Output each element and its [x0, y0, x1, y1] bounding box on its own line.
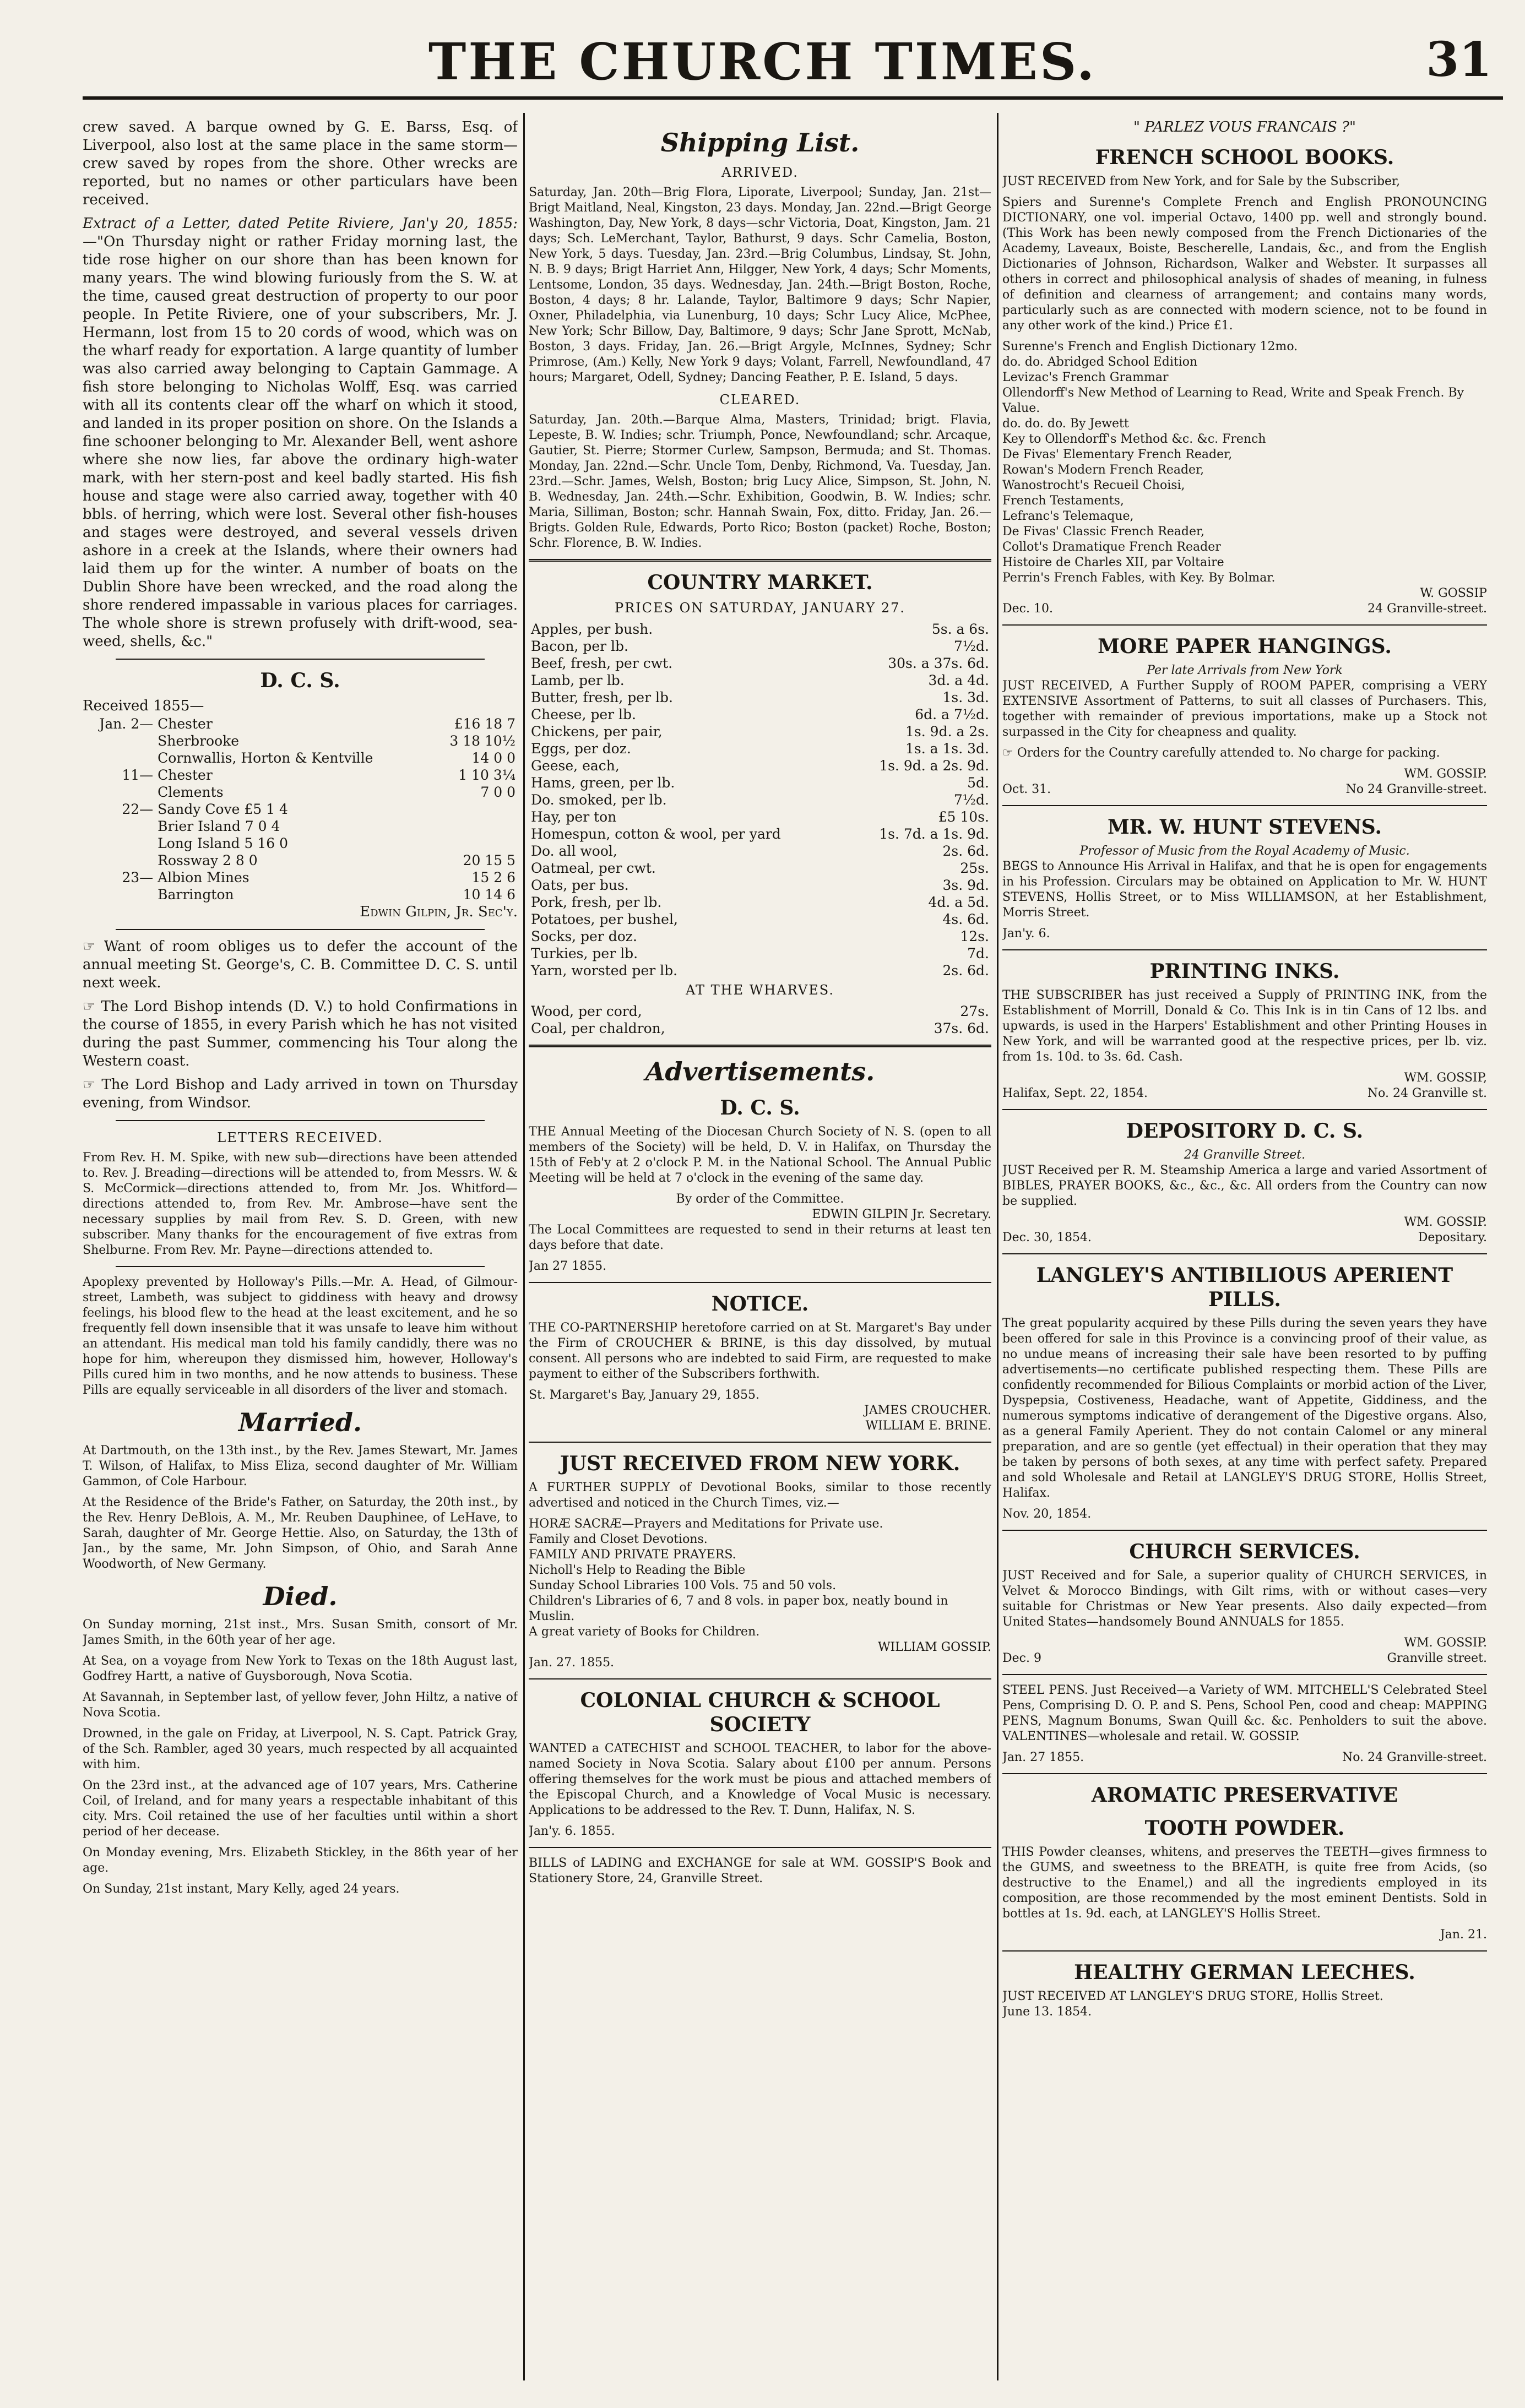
french-book-item: De Fivas' Elementary French Reader,: [1002, 448, 1233, 461]
column-divider: [997, 113, 998, 2380]
paper-signature: WM. GOSSIP.: [1404, 767, 1487, 781]
dcs-order: By order of the Committee.: [676, 1192, 844, 1206]
hunt-stevens-heading: MR. W. HUNT STEVENS.: [1107, 816, 1382, 839]
price-row: [529, 808, 991, 825]
receipt-row: [83, 767, 518, 784]
price-item: Beef, fresh, per cwt.: [531, 655, 673, 671]
advertisements-heading: Advertisements.: [645, 1057, 875, 1086]
price-value: 5s. a 6s.: [931, 621, 989, 637]
divider: [529, 1442, 991, 1443]
market-subheading: PRICES ON SATURDAY, JANUARY 27.: [614, 600, 906, 616]
catechist-wanted-text: WANTED a CATECHIST and SCHOOL TEACHER, to labor for the above-named Society in Nova Scotia. Salary about £100 per annum. Persons offering themselves for the work must be pious and attached members of the Episcopal Church, and a Knowledge of Vocal Music is necessary. Applications to be addressed to the Rev. T. Dunn, Halifax, N. S.: [529, 1742, 991, 1817]
inks-footer: [1002, 1086, 1487, 1101]
receipt-amount: 3 18 10½: [449, 733, 515, 749]
receipt-date: 11—: [122, 767, 154, 783]
notice-signature: JAMES CROUCHER.: [864, 1404, 991, 1417]
price-row: [529, 638, 991, 655]
receipt-date: [83, 886, 155, 903]
price-row: [529, 860, 991, 877]
french-books-heading: FRENCH SCHOOL BOOKS.: [1095, 146, 1394, 169]
book-list-item: Family and Closet Devotions.: [529, 1532, 708, 1546]
langley-pills-heading: LANGLEY'S ANTIBILIOUS APERIENT PILLS.: [1036, 1264, 1453, 1311]
price-row: [529, 962, 991, 979]
dcs-local-committees: The Local Committees are requested to send in their returns at least ten days before that date.: [529, 1223, 991, 1252]
receipt-parish: Brier Island 7 0 4: [158, 818, 280, 834]
steel-pens-address: No. 24 Granville-street.: [1342, 1751, 1487, 1764]
arrived-list: Saturday, Jan. 20th—Brig Flora, Liporate, Liverpool; Sunday, Jan. 21st—Brigt Maitland, Neal, Kingston, 23 days. Monday, Jan. 22nd.—Brigt George Washington, Day, New York, 8 days—schr Victoria, Doat, Kingston, Jam. 21 days; Sch. LeMerchant, Taylor, Bathurst, 9 days. Schr Camelia, Boston, New York, 5 days. Tuesday, Jan. 23rd.—Brig Columbus, Lindsay, St. John, N. B. 9 days; Brigt Harriet Ann, Hilgger, New York, 4 days; Schr Moments, Lentsome, London, 35 days. Wednesday, Jan. 24th.—Brigt Boston, Roche, Boston, 4 days; 8 hr. Lalande, Taylor, Baltimore 9 days; Schr Napier, Oxner, Philadelphia, via Lunenburg, 10 days; Schr Lucy Alice, McPhee, New York; Schr Billow, Day, Baltimore, 9 days; Schr Jane Sprott, McNab, Boston, 3 days. Friday, Jan. 26.—Brigt Argyle, McInnes, Sydney; Schr Primrose, (Am.) Kelly, New York 9 days; Volant, Farrell, Newfoundland, 47 hours; Margaret, Odell, Sydney; Dancing Feather, P. E. Island, 5 days.: [529, 186, 991, 384]
notice-confirmations: ☞ The Lord Bishop intends (D. V.) to hold Confirmations in the course of 1855, in every Parish which he has not visited during the past Summer, commencing his Tour along the Western coast.: [83, 998, 518, 1070]
death-notice: At Sea, on a voyage from New York to Texas on the 18th August last, Godfrey Hartt, a native of Guysborough, Nova Scotia.: [83, 1654, 518, 1683]
notice-place-date: St. Margaret's Bay, January 29, 1855.: [529, 1388, 760, 1402]
tooth-powder-text: THIS Powder cleanses, whitens, and preserves the TEETH—gives firmness to the GUMS, and sweetness to the BREATH, is quite free from Acids, (so destructive to the Enamel,) and all the ingredients employed in its composition, are those recommended by the most eminent Dentists. Sold in bottles at 1s. 9d. each, at LANGLEY'S Hollis Street.: [1002, 1845, 1487, 1921]
death-notice: Drowned, in the gale on Friday, at Liverpool, N. S. Capt. Patrick Gray, of the Sch. Rambler, aged 30 years, much respected by all acquainted with him.: [83, 1727, 518, 1771]
pills-date: Nov. 20, 1854.: [1002, 1507, 1092, 1521]
receipt-amount: 14 0 0: [471, 750, 515, 766]
died-heading: Died.: [263, 1581, 338, 1611]
price-row: [529, 825, 991, 842]
receipt-row: [83, 784, 518, 801]
divider: [529, 1847, 991, 1848]
price-item: Bacon, per lb.: [531, 638, 628, 654]
receipt-date: [83, 749, 155, 767]
book-list-item: A great variety of Books for Children.: [529, 1625, 760, 1639]
french-book-item: Collot's Dramatique French Reader: [1002, 540, 1221, 554]
receipt-parish: Rossway 2 8 0: [158, 852, 258, 868]
death-notice: On Sunday morning, 21st inst., Mrs. Susan Smith, consort of Mr. James Smith, in the 60th year of her age.: [83, 1618, 518, 1647]
bills-of-lading-ad: BILLS of LADING and EXCHANGE for sale at WM. GOSSIP'S Book and Stationery Store, 24, Granville Street.: [529, 1856, 991, 1885]
dcs-meeting-heading: D. C. S.: [720, 1096, 800, 1119]
divider: [529, 1282, 991, 1283]
price-item: Do. smoked, per lb.: [531, 792, 667, 808]
price-item: Socks, per doz.: [531, 928, 637, 944]
book-list-item: Sunday School Libraries 100 Vols. 75 and 50 vols.: [529, 1579, 837, 1592]
country-market-heading: COUNTRY MARKET.: [647, 571, 873, 594]
receipt-date: Jan. 2—: [99, 716, 154, 732]
tooth-powder-heading: AROMATIC PRESERVATIVE: [1091, 1784, 1398, 1807]
notice-deferred: ☞ Want of room obliges us to defer the account of the annual meeting St. George's, C. B. Committee D. C. S. until next week.: [83, 938, 518, 992]
divider: [1002, 1950, 1487, 1952]
masthead-rule: [83, 96, 1503, 100]
divider: [1002, 805, 1487, 806]
price-value: £5 10s.: [938, 809, 989, 825]
receipt-row: [83, 852, 518, 869]
price-item: Turkies, per lb.: [531, 945, 638, 961]
market-prices-table: [529, 621, 991, 979]
new-york-books-heading: JUST RECEIVED FROM NEW YORK.: [560, 1452, 960, 1475]
newspaper-title: THE CHURCH TIMES.: [428, 32, 1097, 91]
divider: [529, 1678, 991, 1679]
price-item: Oats, per bus.: [531, 877, 629, 893]
divider: [529, 559, 991, 562]
french-book-item: Wanostrocht's Recueil Choisi,: [1002, 479, 1185, 492]
leeches-date: June 13. 1854.: [1002, 2005, 1092, 2019]
death-notice: At Savannah, in September last, of yellow fever, John Hiltz, a native of Nova Scotia.: [83, 1691, 518, 1720]
receipt-amount: £16 18 7: [454, 716, 515, 732]
price-row: [529, 655, 991, 672]
price-value: 2s. 6d.: [942, 963, 989, 979]
price-row: [529, 740, 991, 757]
depository-role: Depositary.: [1418, 1231, 1487, 1244]
price-value: 1s. 9d. a 2s.: [905, 724, 989, 740]
price-value: 7½d.: [953, 638, 989, 654]
price-row: [529, 706, 991, 723]
price-row: [529, 911, 991, 928]
receipt-row: [83, 835, 518, 852]
french-book-item: Surenne's French and English Dictionary 12mo.: [1002, 340, 1298, 354]
paper-hangings-note: ☞ Orders for the Country carefully attended to. No charge for packing.: [1002, 746, 1487, 761]
divider: [116, 929, 485, 930]
price-row: [529, 672, 991, 689]
price-value: 37s. 6d.: [934, 1020, 989, 1036]
church-services-address: Granville street.: [1387, 1651, 1487, 1665]
french-books-footer: [1002, 601, 1487, 617]
book-list: [529, 1516, 991, 1640]
printing-inks-text: THE SUBSCRIBER has just received a Supply of PRINTING INK, from the Establishment of Morrill, Donald & Co. This Ink is in tin Cans of 12 lbs. and upwards, is used in the Harpers' Establishment and other Printing Houses in New York, and will be warranted good at the respective prices, per lb. viz. from 1s. 10d. to 3s. 6d. Cash.: [1002, 988, 1487, 1064]
price-row: [529, 774, 991, 791]
divider: [1002, 624, 1487, 626]
letters-heading: LETTERS RECEIVED.: [217, 1130, 383, 1145]
french-book-item: Histoire de Charles XII, par Voltaire: [1002, 556, 1224, 569]
receipt-parish: Chester: [158, 716, 213, 732]
price-row: [529, 945, 991, 962]
receipt-row: [83, 818, 518, 835]
receipt-date: [83, 852, 155, 869]
church-services-footer: [1002, 1651, 1487, 1666]
divider: [116, 659, 485, 660]
french-book-item: Lefranc's Telemaque,: [1002, 509, 1134, 523]
married-heading: Married.: [238, 1407, 362, 1437]
printing-inks-heading: PRINTING INKS.: [1149, 960, 1340, 983]
price-item: Apples, per bush.: [531, 621, 653, 637]
copartnership-notice: THE CO-PARTNERSHIP heretofore carried on at St. Margaret's Bay under the Firm of CROUCHER & BRINE, is this day dissolved, by mutual consent. All persons who are indebted to said Firm, are requested to make payment to either of the Subscribers forthwith.: [529, 1321, 991, 1381]
price-row: [529, 894, 991, 911]
french-book-item: Key to Ollendorff's Method &c. &c. French: [1002, 432, 1266, 446]
receipt-amount: [430, 801, 518, 818]
books-date: Jan. 27. 1855.: [529, 1656, 615, 1670]
price-item: Lamb, per lb.: [531, 672, 625, 688]
receipt-date: [83, 784, 155, 801]
french-book-item: De Fivas' Classic French Reader,: [1002, 525, 1205, 539]
receipt-date: [83, 732, 155, 749]
french-book-item: Ollendorff's New Method of Learning to Read, Write and Speak French. By Value.: [1002, 386, 1464, 415]
receipt-amount: 20 15 5: [463, 852, 515, 868]
receipts-signature: Edwin Gilpin, Jr. Sec'y.: [360, 904, 518, 920]
receipt-amount: 15 2 6: [471, 869, 515, 885]
price-row: [529, 928, 991, 945]
page-number: 31: [1426, 32, 1492, 88]
french-book-list: [1002, 339, 1487, 586]
receipt-date: 22—: [122, 801, 154, 817]
receipt-row: [83, 869, 518, 886]
steel-pens-text: STEEL PENS. Just Received—a Variety of WM. MITCHELL'S Celebrated Steel Pens, Comprising D. O. P. and S. Pens, School Pen, cood and cheap: MAPPING PENS, Magnum Bonums, Swan Quill &c. &c. Penholders to suit the above. VALENTINES—wholesale and retail. W. GOSSIP.: [1002, 1683, 1487, 1743]
paper-date: Oct. 31.: [1002, 782, 1051, 796]
receipt-amount: [430, 818, 518, 835]
church-services-text: JUST Received and for Sale, a superior quality of CHURCH SERVICES, in Velvet & Morocco Bindings, with Gilt rims, with or without cases—very suitable for Christmas or New Year presents. Also daily expected—from United States—handsomely Bound ANNUALS for 1855.: [1002, 1569, 1487, 1629]
received-label: Received 1855—: [83, 698, 204, 714]
price-value: 27s.: [960, 1003, 989, 1019]
receipt-row: [83, 732, 518, 749]
married-notice: At Dartmouth, on the 13th inst., by the Rev. James Stewart, Mr. James T. Wilson, of Halifax, to Miss Eliza, second daughter of Mr. William Gammon, of Cole Harbour.: [83, 1444, 518, 1488]
depository-text: JUST Received per R. M. Steamship America a large and varied Assortment of BIBLES, PRAYER BOOKS, &c., &c., &c. All orders from the Country can now be supplied.: [1002, 1164, 1487, 1208]
book-list-item: HORÆ SACRÆ—Prayers and Meditations for Private use.: [529, 1517, 883, 1531]
langley-pills-text: The great popularity acquired by these Pills during the seven years they have been offered for sale in this Province is a convincing proof of their value, as no undue means of increasing their sale have been resorted to by puffing advertisements—no certificate published respecting them. These Pills are confidently recommended for Bilious Complaints or morbid action of the Liver, Dyspepsia, Costiveness, Headache, want of Appetite, Giddiness, and the numerous symptoms indicative of derangement of the Digestive organs. Also, as a general Family Aperient. They do not contain Calomel or any mineral preparation, and are so gentle (yet effectual) in their operation that they may be taken by persons of both sexes, at any time with perfect safety. Prepared and sold Wholesale and Retail at LANGLEY'S DRUG STORE, Hollis Street, Halifax.: [1002, 1317, 1487, 1500]
french-book-item: do. do. Abridged School Edition: [1002, 355, 1198, 369]
price-item: Chickens, per pair,: [531, 724, 663, 740]
death-notice: On the 23rd inst., at the advanced age of 107 years, Mrs. Catherine Coil, of Ireland, and for many years a respectable inhabitant of this city. Mrs. Coil retained the use of her faculties until within a short period of her decease.: [83, 1779, 518, 1839]
book-list-item: FAMILY AND PRIVATE PRAYERS.: [529, 1548, 736, 1562]
french-book-item: Perrin's French Fables, with Key. By Bolmar.: [1002, 571, 1276, 585]
price-item: Homespun, cotton & wool, per yard: [531, 826, 781, 842]
notice-signature: WILLIAM E. BRINE.: [865, 1419, 991, 1433]
inks-signature: WM. GOSSIP,: [1404, 1071, 1487, 1085]
leeches-text: JUST RECEIVED AT LANGLEY'S DRUG STORE, Hollis Street.: [1002, 1990, 1383, 2003]
column-left: [83, 118, 518, 2375]
price-item: Do. all wool,: [531, 843, 617, 859]
price-row: [529, 1003, 991, 1020]
receipt-date: [83, 835, 155, 852]
french-books-date: Dec. 10.: [1002, 602, 1053, 616]
married-notice: At the Residence of the Bride's Father, on Saturday, the 20th inst., by the Rev. Henry DeBlois, A. M., Mr. Reuben Dauphinee, of LeHave, to Sarah, daughter of Mr. George Hettie. Also, on Saturday, the 13th of Jan., by the same, Mr. John Simpson, of Ohio, and Sarah Anne Woodworth, of New Germany.: [83, 1496, 518, 1571]
dcs-meeting-text: THE Annual Meeting of the Diocesan Church Society of N. S. (open to all members of the Society) will be held, D. V. in Halifax, on Thursday the 15th of Feb'y at 2 o'clock P. M. in the National School. The Annual Public Meeting will be held at 7 o'clock in the evening of the same day.: [529, 1125, 991, 1185]
notice-heading: NOTICE.: [711, 1292, 809, 1316]
price-value: 7½d.: [953, 792, 989, 808]
receipt-amount: 7 0 0: [480, 784, 515, 800]
receipt-row: [83, 749, 518, 767]
receipt-amount: [430, 835, 518, 852]
death-notice: On Sunday, 21st instant, Mary Kelly, aged 24 years.: [83, 1882, 400, 1896]
hunt-stevens-text: BEGS to Announce His Arrival in Halifax, and that he is open for engagements in his Profession. Circulars may be obtained on Application to Mr. W. HUNT STEVENS, Hollis Street, or to Miss WILLIAMSON, at her Establishment, Morris Street.: [1002, 860, 1487, 920]
church-services-date: Dec. 9: [1002, 1651, 1041, 1665]
price-item: Yarn, worsted per lb.: [531, 963, 678, 979]
receipt-parish: Chester: [158, 767, 213, 783]
price-item: Butter, fresh, per lb.: [531, 689, 673, 705]
divider: [116, 1120, 485, 1121]
letters-text: From Rev. H. M. Spike, with new sub—directions have been attended to. Rev. J. Breading—directions will be attended to, from Messrs. W. & S. McCormick—directions attended to, from Mr. Jos. Whitford—directions attended to, from Rev. Mr. Ambrose—have sent the necessary supplies by mail from Rev. S. D. Green, with new subscriber. Many thanks for the encouragement of five extras from Shelburne. From Rev. Mr. Payne—directions attended to.: [83, 1151, 518, 1257]
price-row: [529, 842, 991, 860]
price-item: Hay, per ton: [531, 809, 617, 825]
price-item: Oatmeal, per cwt.: [531, 860, 656, 876]
price-value: 3s. 9d.: [942, 877, 989, 893]
receipt-date: [83, 818, 155, 835]
price-row: [529, 1020, 991, 1037]
receipt-row: [83, 801, 518, 818]
french-books-intro: JUST RECEIVED from New York, and for Sale by the Subscriber,: [1002, 175, 1401, 188]
book-list-item: Nicholl's Help to Reading the Bible: [529, 1563, 746, 1577]
price-item: Hams, green, per lb.: [531, 775, 675, 791]
death-notice: On Monday evening, Mrs. Elizabeth Stickley, in the 86th year of her age.: [83, 1846, 518, 1875]
depository-date: Dec. 30, 1854.: [1002, 1231, 1092, 1244]
steel-pens-date: Jan. 27 1855.: [1002, 1751, 1084, 1764]
wharves-prices-table: [529, 1003, 991, 1037]
price-value: 3d. a 4d.: [928, 672, 989, 688]
hunt-stevens-date: Jan'y. 6.: [1002, 927, 1050, 941]
column-right: [1002, 118, 1487, 2375]
paper-hangings-text: JUST RECEIVED, A Further Supply of ROOM PAPER, comprising a VERY EXTENSIVE Assortment of Patterns, to suit all classes of Purchasers. This, together with remainder of previous importations, make up a Stock not surpassed in the City for cheapness and quality.: [1002, 679, 1487, 739]
price-item: Coal, per chaldron,: [531, 1020, 665, 1036]
church-services-signature: WM. GOSSIP.: [1404, 1636, 1487, 1650]
french-books-address: 24 Granville-street.: [1367, 602, 1487, 616]
depository-sub: 24 Granville Street.: [1184, 1148, 1306, 1162]
divider: [529, 1045, 991, 1047]
divider: [1002, 1253, 1487, 1254]
depository-footer: [1002, 1230, 1487, 1246]
receipt-amount: 10 14 6: [463, 887, 515, 903]
shipping-list-heading: Shipping List.: [660, 128, 860, 157]
price-row: [529, 757, 991, 774]
receipt-parish: Clements: [158, 784, 224, 800]
receipt-date: 23—: [122, 869, 154, 885]
parlez-heading: " PARLEZ VOUS FRANCAIS ?": [1133, 119, 1356, 135]
receipt-parish: Long Island 5 16 0: [158, 835, 289, 851]
receipt-parish: Sandy Cove £5 1 4: [158, 801, 288, 817]
price-row: [529, 621, 991, 638]
receipt-amount: 1 10 3¼: [458, 767, 515, 783]
price-value: 1s. 7d. a 1s. 9d.: [879, 826, 989, 842]
holloway-advert: Apoplexy prevented by Holloway's Pills.—Mr. A. Head, of Gilmour-street, Lambeth, was subject to giddiness with heavy and drowsy feelings, his blood flew to the head at the least excitement, and he so frequently fell down insensible that it was unsafe to leave him without an attendant. His medical man told his family candidly, there was no hope for him, whereupon they dismissed him, however, Holloway's Pills cured him in two months, and he now attends to business. These Pills are equally serviceable in all disorders of the liver and stomach.: [83, 1275, 518, 1397]
notice-bishop-arrival: ☞ The Lord Bishop and Lady arrived in town on Thursday evening, from Windsor.: [83, 1076, 518, 1112]
divider: [1002, 1773, 1487, 1774]
extract-heading: Extract of a Letter, dated Petite Riviere, Jan'y 20, 1855:: [83, 215, 518, 232]
price-row: [529, 689, 991, 706]
price-item: Wood, per cord,: [531, 1003, 642, 1019]
catechist-date: Jan'y. 6. 1855.: [529, 1824, 615, 1838]
price-value: 7d.: [967, 945, 989, 961]
inks-place-date: Halifax, Sept. 22, 1854.: [1002, 1086, 1148, 1100]
paper-address: No 24 Granville-street.: [1345, 782, 1487, 796]
price-item: Geese, each,: [531, 758, 620, 774]
receipt-row: [83, 715, 518, 732]
paper-footer: [1002, 782, 1487, 797]
extract-text: —"On Thursday night or rather Friday morning last, the tide rose higher on our shore than has been known for many years. The wind blowing furiously from the S. W. at the time, caused great destruction of property to our poor people. In Petite Riviere, one of your subscribers, Mr. J. Hermann, lost from 15 to 20 cords of wood, which was on the wharf ready for exportation. A large quantity of lumber was also carried away belonging to Captain Gammage. A fish store belonging to Nicholas Wolff, Esq. was carried with all its contents clear off the wharf on which it stood, and landed in its proper position on shore. On the Islands a fine schooner belonging to Mr. Alexander Bell, went ashore where she now lies, far above the ordinary high-water mark, with her stern-post and keel badly started. His fish house and stage were also carried away, together with 40 bbls. of herring, which were lost. Several other fish-houses and stages were destroyed, and several vessels driven ashore in a creek at the Islands, where their owners had laid them up for the winter. A number of boats on the Dublin Shore have been wrecked, and the road along the shore rendered impassable in various places for carriages. The whole shore is strewn profusely with drift-wood, sea-weed, shells, &c.": [83, 233, 518, 650]
dcs-date: Jan 27 1855.: [529, 1259, 607, 1273]
divider: [1002, 1530, 1487, 1531]
price-value: 30s. a 37s. 6d.: [888, 655, 989, 671]
receipt-parish: Cornwallis, Horton & Kentville: [158, 750, 373, 766]
french-book-item: Rowan's Modern French Reader,: [1002, 463, 1204, 477]
receipt-parish: Albion Mines: [158, 869, 249, 885]
masthead: [0, 0, 1525, 91]
french-book-item: French Testaments,: [1002, 494, 1124, 508]
price-value: 4s. 6d.: [942, 911, 989, 927]
price-row: [529, 877, 991, 894]
price-value: 1s. 3d.: [942, 689, 989, 705]
receipt-parish: Barrington: [158, 887, 234, 903]
depository-signature: WM. GOSSIP.: [1404, 1215, 1487, 1229]
cleared-heading: CLEARED.: [719, 392, 801, 407]
price-value: 5d.: [967, 775, 989, 791]
french-book-item: Levizac's French Grammar: [1002, 371, 1169, 384]
dcs-receipts-heading: D. C. S.: [260, 669, 340, 692]
wreck-report: crew saved. A barque owned by G. E. Barss, Esq. of Liverpool, also lost at the same place in the same storm—crew saved by ropes from the shore. Other wrecks are reported, but no names or other particulars have been received.: [83, 119, 518, 208]
french-book-item: do. do. do. By Jewett: [1002, 417, 1129, 431]
divider: [116, 1266, 485, 1267]
tooth-powder-heading: TOOTH POWDER.: [1144, 1817, 1345, 1840]
receipt-row: [83, 886, 518, 903]
dcs-signature: EDWIN GILPIN Jr. Secretary.: [812, 1208, 991, 1221]
price-value: 1s. a 1s. 3d.: [905, 741, 989, 757]
price-row: [529, 791, 991, 808]
leeches-heading: HEALTHY GERMAN LEECHES.: [1074, 1961, 1415, 1984]
price-value: 6d. a 7½d.: [915, 706, 989, 722]
divider: [1002, 1109, 1487, 1110]
price-value: 2s. 6d.: [942, 843, 989, 859]
books-signature: WILLIAM GOSSIP.: [877, 1640, 991, 1654]
french-dictionary-text: Spiers and Surenne's Complete French and English PRONOUNCING DICTIONARY, one vol. imperial Octavo, 1400 pp. well and strongly bound. (This Work has been newly composed from the French Dictionaries of the Academy, Laveaux, Boiste, Bescherelle, Landais, &c., and from the English Dictionaries of Johnson, Richardson, Walker and Webster. It surpasses all others in correct and philosophical analysis of shades of meaning, in fulness of definition and clearness of arrangement; and contains many words, particularly such as are connected with modern science, not to be found in any other work of the kind.) Price £1.: [1002, 195, 1487, 333]
price-value: 4d. a 5d.: [928, 894, 989, 910]
steel-pens-footer: [1002, 1750, 1487, 1765]
new-york-books-text: A FURTHER SUPPLY of Devotional Books, similar to those recently advertised and noticed in the Church Times, viz.—: [529, 1481, 991, 1510]
inks-address: No. 24 Granville st.: [1367, 1086, 1487, 1100]
letter-extract: [83, 215, 518, 651]
arrived-heading: ARRIVED.: [721, 165, 799, 180]
column-middle: [529, 118, 991, 2375]
cleared-list: Saturday, Jan. 20th.—Barque Alma, Masters, Trinidad; brigt. Flavia, Lepeste, B. W. Indies; schr. Triumph, Ponce, Newfoundland; schr. Arcaque, Gautier, St. Pierre; Stormer Curlew, Sampson, Bermuda; and St. Thomas. Monday, Jan. 22nd.—Schr. Uncle Tom, Denby, Richmond, Va. Tuesday, Jan. 23rd.—Schr. James, Welsh, Boston; brig Lucy Alice, Simpson, St. John, N. B. Wednesday, Jan. 24th.—Schr. Exhibition, Goodwin, B. W. Indies; schr. Maria, Silliman, Boston; schr. Hannah Swain, Fox, ditto. Friday, Jan. 26.—Brigts. Golden Rule, Edwards, Porto Rico; Boston (packet) Roche, Boston; Schr. Florence, B. W. Indies.: [529, 413, 991, 550]
receipt-parish: Sherbrooke: [158, 733, 240, 749]
price-row: [529, 723, 991, 740]
price-item: Potatoes, per bushel,: [531, 911, 678, 927]
french-books-signature: W. GOSSIP: [1420, 586, 1487, 600]
colonial-church-heading: COLONIAL CHURCH & SCHOOL SOCIETY: [580, 1689, 940, 1736]
wharves-subheading: AT THE WHARVES.: [686, 982, 834, 998]
paper-hangings-sub: Per late Arrivals from New York: [1147, 664, 1343, 677]
column-divider: [523, 113, 525, 2380]
price-item: Eggs, per doz.: [531, 741, 631, 757]
hunt-stevens-sub: Professor of Music from the Royal Academy of Music.: [1079, 844, 1410, 858]
tooth-powder-date: Jan. 21.: [1440, 1928, 1487, 1942]
price-value: 25s.: [960, 860, 989, 876]
paper-hangings-heading: MORE PAPER HANGINGS.: [1098, 635, 1392, 658]
depository-heading: DEPOSITORY D. C. S.: [1126, 1119, 1364, 1143]
price-item: Cheese, per lb.: [531, 706, 636, 722]
divider: [1002, 949, 1487, 950]
divider: [1002, 1674, 1487, 1675]
receipts-table: [83, 715, 518, 903]
price-value: 1s. 9d. a 2s. 9d.: [879, 758, 989, 774]
church-services-heading: CHURCH SERVICES.: [1129, 1540, 1360, 1563]
book-list-item: Children's Libraries of 6, 7 and 8 vols. in paper box, neatly bound in Muslin.: [529, 1594, 948, 1623]
price-value: 12s.: [960, 928, 989, 944]
price-item: Pork, fresh, per lb.: [531, 894, 662, 910]
